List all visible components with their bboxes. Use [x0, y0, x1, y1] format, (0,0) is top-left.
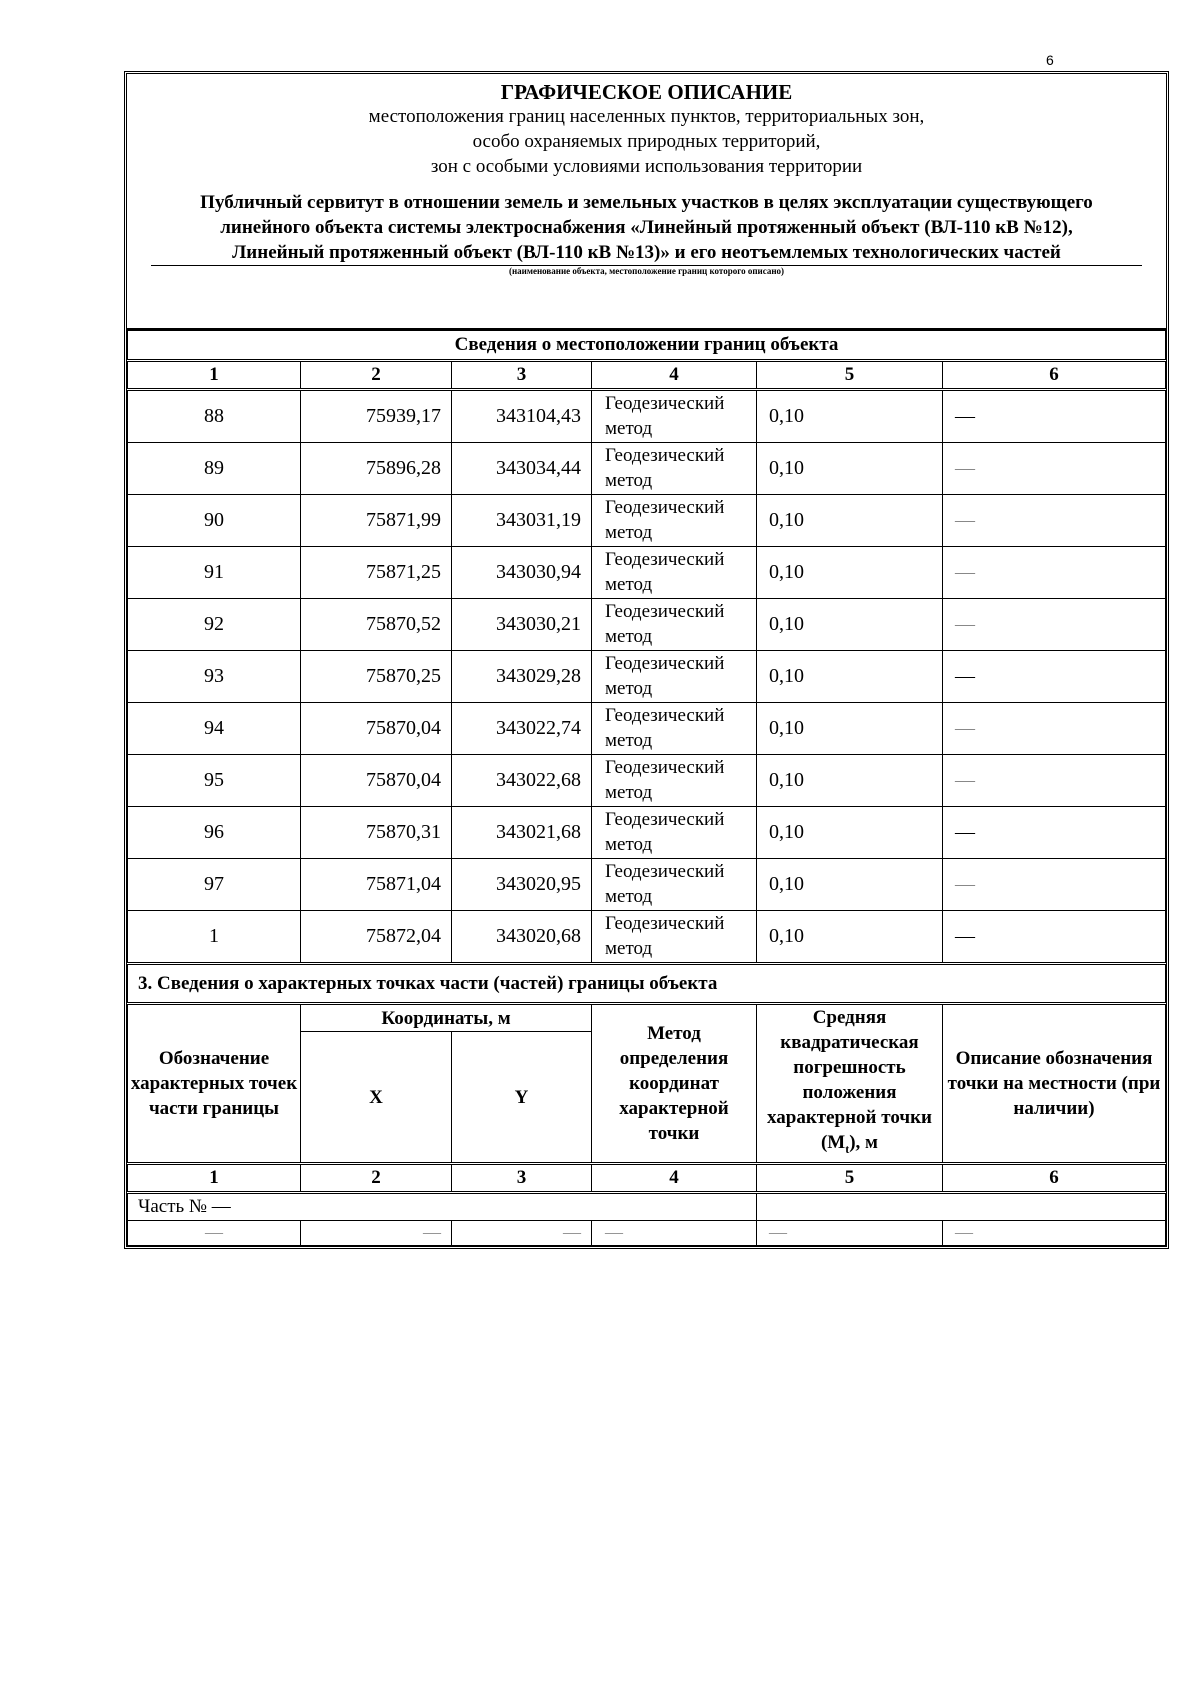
- page-number: 6: [1046, 52, 1054, 68]
- point-cell: 91: [128, 547, 301, 599]
- point-cell: 97: [128, 859, 301, 911]
- accuracy-cell: 0,10: [757, 755, 943, 807]
- x-cell: 75939,17: [301, 390, 452, 443]
- y-header: Y: [452, 1032, 592, 1163]
- method-cell: Геодезический метод: [592, 859, 757, 911]
- accuracy-cell: 0,10: [757, 599, 943, 651]
- empty-table-row: [128, 1220, 1166, 1245]
- part-row: [128, 1192, 1166, 1220]
- y-cell: 343030,94: [452, 547, 592, 599]
- table-row: [128, 859, 1166, 911]
- point-cell: 90: [128, 495, 301, 547]
- y-cell: 343021,68: [452, 807, 592, 859]
- column-number: 4: [592, 1163, 757, 1192]
- coordinates-header: Координаты, м: [301, 1004, 592, 1032]
- y-cell: 343104,43: [452, 390, 592, 443]
- description-cell: —: [943, 703, 1166, 755]
- point-cell: 95: [128, 755, 301, 807]
- point-cell: 89: [128, 443, 301, 495]
- x-header: X: [301, 1032, 452, 1163]
- y-cell: 343034,44: [452, 443, 592, 495]
- table-row: [128, 755, 1166, 807]
- column-number: 2: [301, 1163, 452, 1192]
- description-cell: —: [943, 443, 1166, 495]
- method-cell: Геодезический метод: [592, 390, 757, 443]
- object-name-caption: (наименование объекта, местоположение границ которого описано): [508, 266, 785, 276]
- accuracy-cell: 0,10: [757, 495, 943, 547]
- empty-cell: —: [128, 1220, 301, 1245]
- point-cell: 92: [128, 599, 301, 651]
- point-cell: 88: [128, 390, 301, 443]
- empty-cell: —: [592, 1220, 757, 1245]
- point-cell: 96: [128, 807, 301, 859]
- empty-cell: —: [452, 1220, 592, 1245]
- x-cell: 75896,28: [301, 443, 452, 495]
- point-cell: 93: [128, 651, 301, 703]
- document-frame: [124, 71, 1169, 1249]
- description-cell: —: [943, 599, 1166, 651]
- x-cell: 75870,04: [301, 755, 452, 807]
- method-cell: Геодезический метод: [592, 703, 757, 755]
- method-cell: Геодезический метод: [592, 599, 757, 651]
- column-number: 2: [301, 361, 452, 390]
- description-header: Описание обозначения точки на местности (при наличии): [943, 1004, 1166, 1164]
- point-cell: 1: [128, 911, 301, 964]
- x-cell: 75870,25: [301, 651, 452, 703]
- method-cell: Геодезический метод: [592, 807, 757, 859]
- x-cell: 75872,04: [301, 911, 452, 964]
- x-cell: 75870,52: [301, 599, 452, 651]
- accuracy-cell: 0,10: [757, 390, 943, 443]
- x-cell: 75871,25: [301, 547, 452, 599]
- table-row: [128, 807, 1166, 859]
- accuracy-header-unit: ), м: [849, 1132, 879, 1153]
- empty-cell: —: [757, 1220, 943, 1245]
- column-number-row: [128, 361, 1166, 390]
- subtitle-line-2: особо охраняемых природных территорий,: [472, 131, 821, 152]
- method-cell: Геодезический метод: [592, 911, 757, 964]
- subtitle-line-1: местоположения границ населенных пунктов, территориальных зон,: [368, 106, 925, 127]
- x-cell: 75871,04: [301, 859, 452, 911]
- table-row: [128, 495, 1166, 547]
- description-cell: —: [943, 807, 1166, 859]
- column-number: 3: [452, 1163, 592, 1192]
- table-row: [128, 547, 1166, 599]
- table-row: [128, 599, 1166, 651]
- description-cell: —: [943, 859, 1166, 911]
- boundary-table: [127, 330, 1166, 1246]
- method-header: Метод определения координат характерной точки: [592, 1004, 757, 1164]
- subtitle-line-3: зон с особыми условиями использования территории: [430, 156, 863, 177]
- x-cell: 75870,31: [301, 807, 452, 859]
- designation-header: Обозначение характерных точек части границы: [128, 1004, 301, 1164]
- description-cell: —: [943, 755, 1166, 807]
- column-number: 6: [943, 1163, 1166, 1192]
- accuracy-cell: 0,10: [757, 911, 943, 964]
- part-empty-cell: [757, 1192, 1166, 1220]
- column-number: 4: [592, 361, 757, 390]
- accuracy-header: [757, 1004, 943, 1164]
- column-number: 1: [128, 361, 301, 390]
- accuracy-cell: 0,10: [757, 703, 943, 755]
- section2-title: Сведения о местоположении границ объекта: [128, 331, 1166, 361]
- empty-cell: —: [943, 1220, 1166, 1245]
- table-row: [128, 443, 1166, 495]
- description-cell: —: [943, 390, 1166, 443]
- part-label: Часть № —: [128, 1192, 757, 1220]
- method-cell: Геодезический метод: [592, 651, 757, 703]
- description-cell: —: [943, 651, 1166, 703]
- y-cell: 343020,95: [452, 859, 592, 911]
- y-cell: 343020,68: [452, 911, 592, 964]
- empty-cell: —: [301, 1220, 452, 1245]
- column-number: 5: [757, 361, 943, 390]
- column-number: 5: [757, 1163, 943, 1192]
- description-cell: —: [943, 495, 1166, 547]
- x-cell: 75871,99: [301, 495, 452, 547]
- table-row: [128, 390, 1166, 443]
- column-number: 1: [128, 1163, 301, 1192]
- document-title: ГРАФИЧЕСКОЕ ОПИСАНИЕ: [500, 80, 793, 104]
- accuracy-cell: 0,10: [757, 651, 943, 703]
- x-cell: 75870,04: [301, 703, 452, 755]
- accuracy-header-text: Средняя квадратическая погрешность положения характерной точки (М: [767, 1007, 932, 1153]
- method-cell: Геодезический метод: [592, 755, 757, 807]
- y-cell: 343030,21: [452, 599, 592, 651]
- y-cell: 343022,68: [452, 755, 592, 807]
- object-name: Публичный сервитут в отношении земель и земельных участков в целях эксплуатации существующего линейного объекта системы электроснабжения «Линейный протяженный объект (ВЛ-110 кВ №12), Линейный протяженный объект (ВЛ-110 кВ №13)» и его неотъемлемых технологических частей: [200, 192, 1093, 263]
- accuracy-cell: 0,10: [757, 443, 943, 495]
- accuracy-cell: 0,10: [757, 807, 943, 859]
- description-cell: —: [943, 547, 1166, 599]
- method-cell: Геодезический метод: [592, 443, 757, 495]
- accuracy-cell: 0,10: [757, 547, 943, 599]
- section3-column-number-row: [128, 1163, 1166, 1192]
- accuracy-header-subscript: t: [845, 1141, 850, 1156]
- column-number: 6: [943, 361, 1166, 390]
- section3-title: 3. Сведения о характерных точках части (частей) границы объекта: [128, 964, 1166, 1004]
- table-row: [128, 703, 1166, 755]
- method-cell: Геодезический метод: [592, 547, 757, 599]
- column-number: 3: [452, 361, 592, 390]
- y-cell: 343022,74: [452, 703, 592, 755]
- method-cell: Геодезический метод: [592, 495, 757, 547]
- table-row: [128, 651, 1166, 703]
- section3-header-row: [128, 1004, 1166, 1032]
- y-cell: 343029,28: [452, 651, 592, 703]
- point-cell: 94: [128, 703, 301, 755]
- y-cell: 343031,19: [452, 495, 592, 547]
- accuracy-cell: 0,10: [757, 859, 943, 911]
- table-row: [128, 911, 1166, 964]
- document-header: [127, 74, 1166, 330]
- description-cell: —: [943, 911, 1166, 964]
